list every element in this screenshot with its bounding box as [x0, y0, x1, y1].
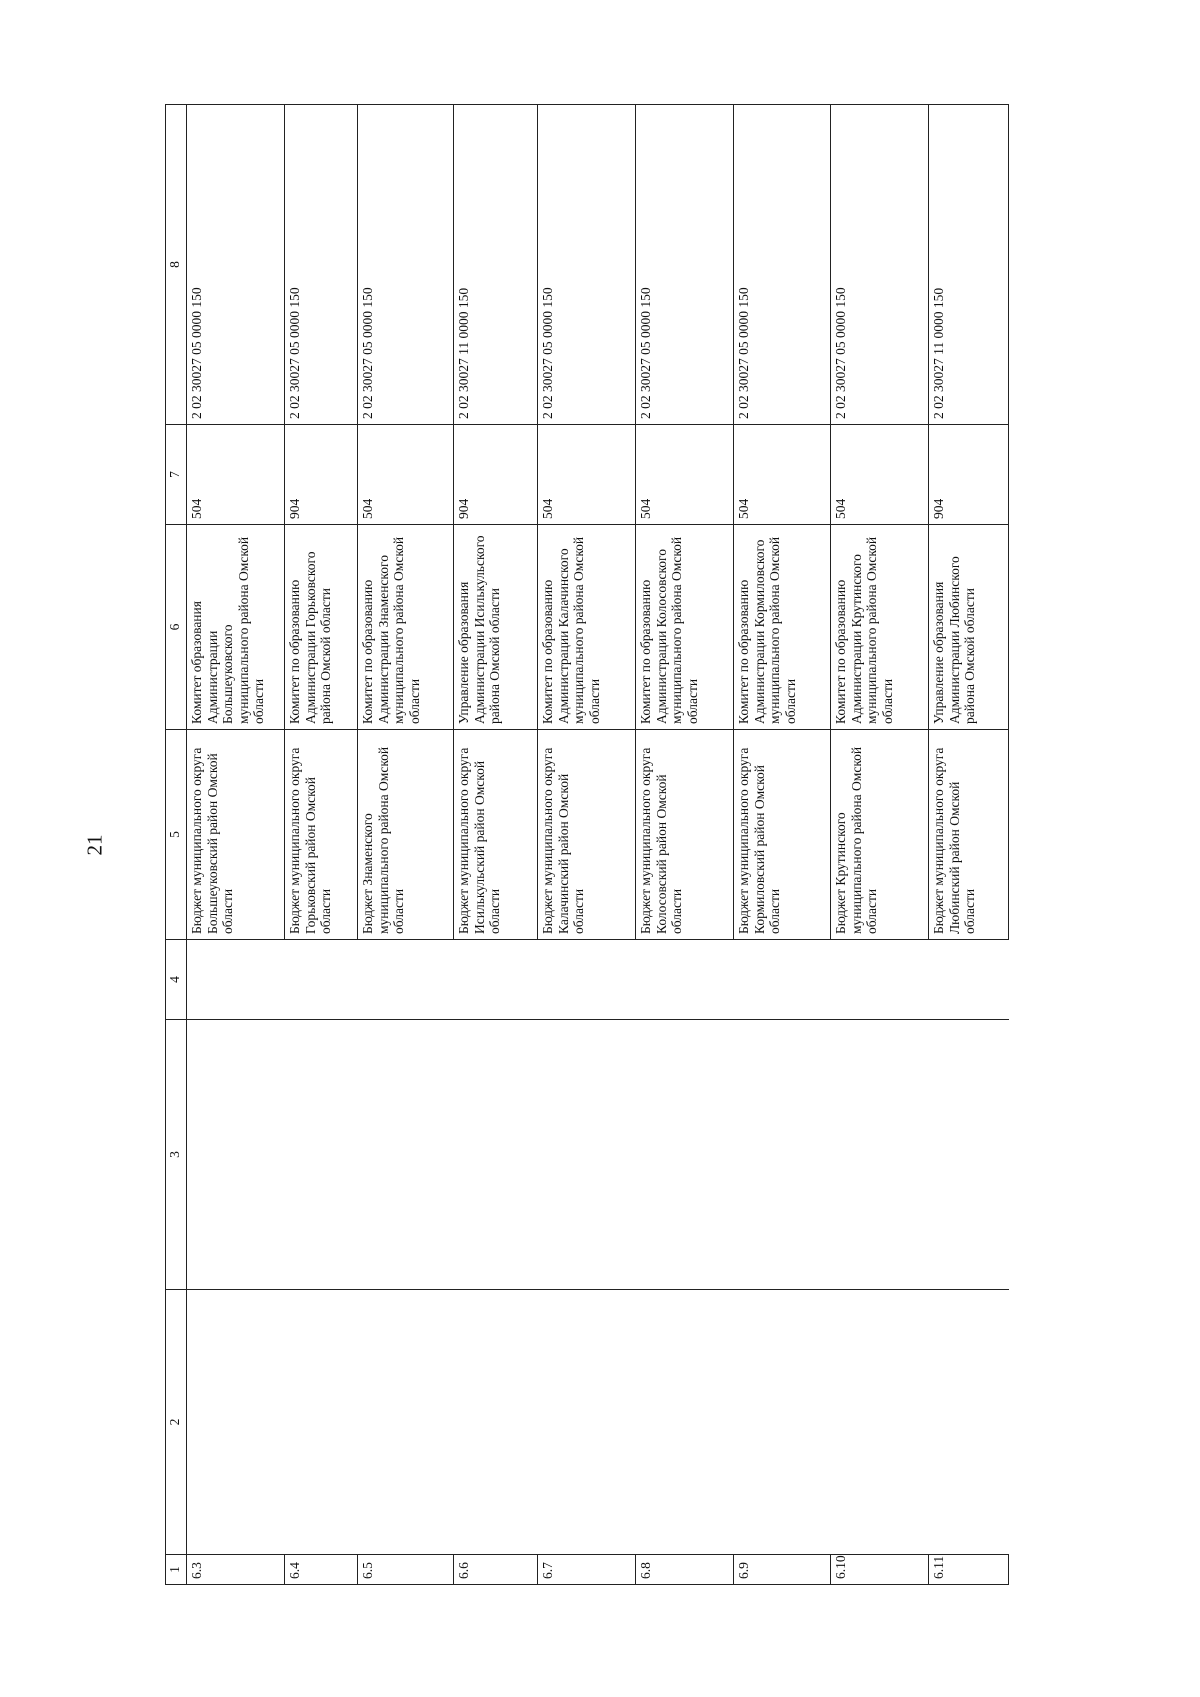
- admin-code: 504: [358, 425, 454, 525]
- column-header: 7: [166, 425, 187, 525]
- budget-name: Бюджет муниципального округа Любинский район Омской области: [929, 730, 1009, 940]
- row-number: 6.10: [831, 1555, 929, 1585]
- empty-cell: [187, 940, 1009, 1020]
- row-number: 6.8: [636, 1555, 734, 1585]
- budget-name: Бюджет муниципального округа Колосовский район Омской области: [636, 730, 734, 940]
- empty-cell: [187, 1020, 1009, 1290]
- administrator-name: Комитет по образованию Администрации Крутинского муниципального района Омской области: [831, 525, 929, 730]
- admin-code: 904: [929, 425, 1009, 525]
- admin-code: 504: [187, 425, 285, 525]
- admin-code: 904: [454, 425, 538, 525]
- column-header: 8: [166, 105, 187, 425]
- row-number: 6.4: [285, 1555, 358, 1585]
- budget-name: Бюджет Крутинского муниципального района Омской области: [831, 730, 929, 940]
- budget-classification-code: 2 02 30027 05 0000 150: [358, 105, 454, 425]
- administrator-name: Комитет по образованию Администрации Колосовского муниципального района Омской области: [636, 525, 734, 730]
- column-header: 5: [166, 730, 187, 940]
- administrator-name: Управление образования Администрации Любинского района Омской области: [929, 525, 1009, 730]
- budget-classification-code: 2 02 30027 05 0000 150: [187, 105, 285, 425]
- admin-code: 904: [285, 425, 358, 525]
- budget-classification-code: 2 02 30027 05 0000 150: [636, 105, 734, 425]
- budget-classification-code: 2 02 30027 11 0000 150: [929, 105, 1009, 425]
- table-row: [187, 105, 285, 1585]
- administrator-name: Комитет образования Администрации Большеуковского муниципального района Омской области: [187, 525, 285, 730]
- column-header: 3: [166, 1020, 187, 1290]
- budget-name: Бюджет муниципального округа Исилькульский район Омской области: [454, 730, 538, 940]
- row-number: 6.3: [187, 1555, 285, 1585]
- budget-name: Бюджет муниципального округа Кормиловский район Омской области: [734, 730, 831, 940]
- budget-classification-code: 2 02 30027 05 0000 150: [538, 105, 636, 425]
- admin-code: 504: [538, 425, 636, 525]
- admin-code: 504: [831, 425, 929, 525]
- budget-classification-code: 2 02 30027 05 0000 150: [831, 105, 929, 425]
- budget-classification-code: 2 02 30027 05 0000 150: [285, 105, 358, 425]
- column-header: 4: [166, 940, 187, 1020]
- administrator-name: Комитет по образованию Администрации Калачинского муниципального района Омской области: [538, 525, 636, 730]
- admin-code: 504: [734, 425, 831, 525]
- data-table: [165, 104, 1009, 1585]
- rotated-table-container: [165, 105, 1085, 1585]
- row-number: 6.11: [929, 1555, 1009, 1585]
- budget-name: Бюджет муниципального округа Калачинский район Омской области: [538, 730, 636, 940]
- budget-classification-code: 2 02 30027 05 0000 150: [734, 105, 831, 425]
- page-number-text: 21: [82, 834, 107, 856]
- header-row: [166, 105, 187, 1585]
- row-number: 6.5: [358, 1555, 454, 1585]
- administrator-name: Комитет по образованию Администрации Кормиловского муниципального района Омской области: [734, 525, 831, 730]
- empty-cell: [187, 1290, 1009, 1555]
- budget-name: Бюджет Знаменского муниципального района Омской области: [358, 730, 454, 940]
- row-number: 6.9: [734, 1555, 831, 1585]
- budget-name: Бюджет муниципального округа Горьковский район Омской области: [285, 730, 358, 940]
- administrator-name: Комитет по образованию Администрации Горьковского района Омской области: [285, 525, 358, 730]
- column-header: 6: [166, 525, 187, 730]
- budget-classification-code: 2 02 30027 11 0000 150: [454, 105, 538, 425]
- row-number: 6.6: [454, 1555, 538, 1585]
- admin-code: 504: [636, 425, 734, 525]
- administrator-name: Управление образования Администрации Исилькульского района Омской области: [454, 525, 538, 730]
- page-number: [80, 815, 110, 875]
- column-header: 2: [166, 1290, 187, 1555]
- column-header: 1: [166, 1555, 187, 1585]
- budget-name: Бюджет муниципального округа Большеуковский район Омской области: [187, 730, 285, 940]
- row-number: 6.7: [538, 1555, 636, 1585]
- administrator-name: Комитет по образованию Администрации Знаменского муниципального района Омской области: [358, 525, 454, 730]
